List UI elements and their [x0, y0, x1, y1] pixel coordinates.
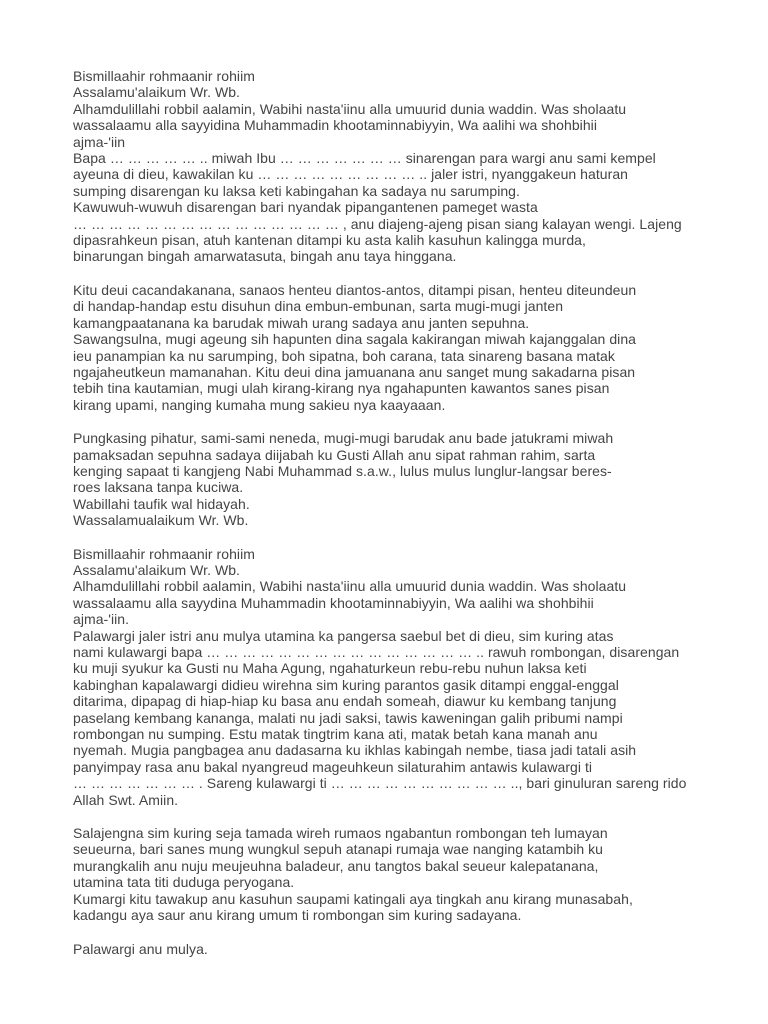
- text-line: utamina tata titi duduga peryogana.: [73, 874, 295, 891]
- text-line: kadangu aya saur anu kirang umum ti rombongan sim kuring sadayana.: [73, 907, 522, 924]
- text-line: kirang upami, nanging kumaha mung sakieu nya kaayaaan.: [73, 396, 446, 413]
- text-line: seueurna, bari sanes mung wungkul sepuh atanapi rumaja wae nanging katambih ku: [73, 841, 604, 858]
- text-line: paselang kembang kananga, malati nu jadi saksi, tawis kaweningan galih pribumi nampi: [73, 709, 623, 726]
- paragraph-1: [73, 68, 703, 265]
- text-line: Bismillaahir rohmaanir rohiim: [73, 545, 255, 562]
- text-line: Wabillahi taufik wal hidayah.: [73, 495, 250, 512]
- text-line: di handap-handap estu disuhun dina embun-embunan, sarta mugi-mugi janten: [73, 298, 564, 315]
- text-line: … … … … … … … … … … … … … … … , anu diajeng-ajeng pisan siang kalayan wengi. Lajeng: [73, 215, 682, 232]
- text-line: ayeuna di dieu, kawakilan ku … … … … … … … … … .. jaler istri, nyanggakeun haturan: [73, 166, 629, 183]
- paragraph-5: [73, 825, 703, 923]
- text-line: wassalaamu alla sayydina Muhammadin khootaminnabiyyin, Wa aalihi wa shohbihii: [73, 594, 594, 611]
- text-line: ajma-'iin: [73, 133, 126, 150]
- text-line: ngajaheutkeun mamanahan. Kitu deui dina jamuanana anu sanget mung sakadarna pisan: [73, 363, 636, 380]
- text-line: rombongan nu sumping. Estu matak tingtrim kana ati, matak betah kana manah anu: [73, 726, 598, 743]
- text-line: Palawargi anu mulya.: [73, 940, 208, 957]
- text-line: Salajengna sim kuring seja tamada wireh rumaos ngabantun rombongan teh lumayan: [73, 825, 608, 842]
- text-line: ku muji syukur ka Gusti nu Maha Agung, ngahaturkeun rebu-rebu nuhun laksa keti: [73, 660, 587, 677]
- text-line: pamaksadan sepuhna sadaya diijabah ku Gusti Allah anu sipat rahman rahim, sarta: [73, 446, 596, 463]
- text-line: wassalaamu alla sayyidina Muhammadin khootaminnabiyyin, Wa aalihi wa shohbihii: [73, 117, 597, 134]
- text-line: Kawuwuh-wuwuh disarengan bari nyandak pipangantenen pameget wasta: [73, 199, 538, 216]
- paragraph-4: [73, 546, 703, 809]
- text-line: nyemah. Mugia pangbagea anu dadasarna ku ikhlas kabingah nembe, tiasa jadi tatali asih: [73, 742, 637, 759]
- text-line: nami kulawargi bapa … … … … … … … … … … … … … … … .. rawuh rombongan, disarengan: [73, 644, 680, 660]
- text-line: sumping disarengan ku laksa keti kabingahan ka sadaya nu sarumping.: [73, 182, 520, 199]
- text-line: Wassalamualaikum Wr. Wb.: [73, 512, 249, 529]
- text-line: Alhamdulillahi robbil aalamin, Wabihi nasta'iinu alla umuurid dunia waddin. Was sholaatu: [73, 100, 627, 117]
- text-line: kamangpaatanana ka barudak miwah urang sadaya anu janten sepuhna.: [73, 314, 530, 331]
- document-page: [73, 68, 703, 974]
- paragraph-3: [73, 430, 703, 528]
- text-line: dipasrahkeun pisan, atuh kantenan ditampi ku asta kalih kasuhun kalingga murda,: [73, 232, 586, 249]
- text-line: tebih tina kautamian, mugi ulah kirang-kirang nya ngahapunten kawantos sanes pisan: [73, 380, 610, 397]
- text-line: ajma-'iin.: [73, 611, 130, 628]
- paragraph-2: [73, 282, 703, 413]
- text-line: kabinghan kapalawargi didieu wirehna sim kuring parantos gasik ditampi enggal-enggal: [73, 676, 619, 693]
- text-line: Alhamdulillahi robbil aalamin, Wabihi nasta'iinu alla umuurid dunia waddin. Was sholaatu: [73, 578, 627, 595]
- text-line: Sawangsulna, mugi ageung sih hapunten dina sagala kakirangan miwah kajanggalan dina: [73, 331, 636, 348]
- text-line: Pungkasing pihatur, sami-sami neneda, mugi-mugi barudak anu bade jatukrami miwah: [73, 430, 614, 447]
- text-line: binarungan bingah amarwatasuta, bingah anu taya hinggana.: [73, 248, 457, 265]
- text-line: Palawargi jaler istri anu mulya utamina ka pangersa saebul bet di dieu, sim kuring atas: [73, 627, 614, 644]
- text-line: Assalamu'alaikum Wr. Wb.: [73, 561, 240, 578]
- text-line: Assalamu'alaikum Wr. Wb.: [73, 84, 240, 101]
- text-line: ditarima, dipapag di hiap-hiap ku basa anu endah someah, diawur ku kembang tanjung: [73, 693, 617, 710]
- text-line: Bapa … … … … … .. miwah Ibu … … … … … … … sinarengan para wargi anu sami kempel: [73, 150, 656, 167]
- text-line: ieu panampian ka nu sarumping, boh sipatna, boh carana, tata sinareng basana matak: [73, 347, 615, 364]
- paragraph-6: [73, 941, 703, 957]
- text-line: murangkalih anu nuju meujeuhna baladeur, anu tangtos bakal seueur kalepatanana,: [73, 857, 599, 874]
- text-line: panyimpay rasa anu bakal nyangreud mageuhkeun silaturahim antawis kulawargi ti: [73, 758, 593, 775]
- text-line: Kumargi kitu tawakup anu kasuhun saupami katingali aya tingkah anu kirang munasabah,: [73, 890, 633, 907]
- text-line: roes laksana tanpa kuciwa.: [73, 479, 244, 496]
- text-line: … … … … … … … . Sareng kulawargi ti … … … … … … … … … … .., bari ginuluran sareng rido: [73, 775, 687, 792]
- text-line: Bismillaahir rohmaanir rohiim: [73, 68, 255, 84]
- text-line: kenging sapaat ti kangjeng Nabi Muhammad s.a.w., lulus mulus lunglur-langsar beres-: [73, 462, 612, 479]
- text-line: Allah Swt. Amiin.: [73, 791, 179, 808]
- text-line: Kitu deui cacandakanana, sanaos henteu diantos-antos, ditampi pisan, henteu diteundeun: [73, 281, 637, 298]
